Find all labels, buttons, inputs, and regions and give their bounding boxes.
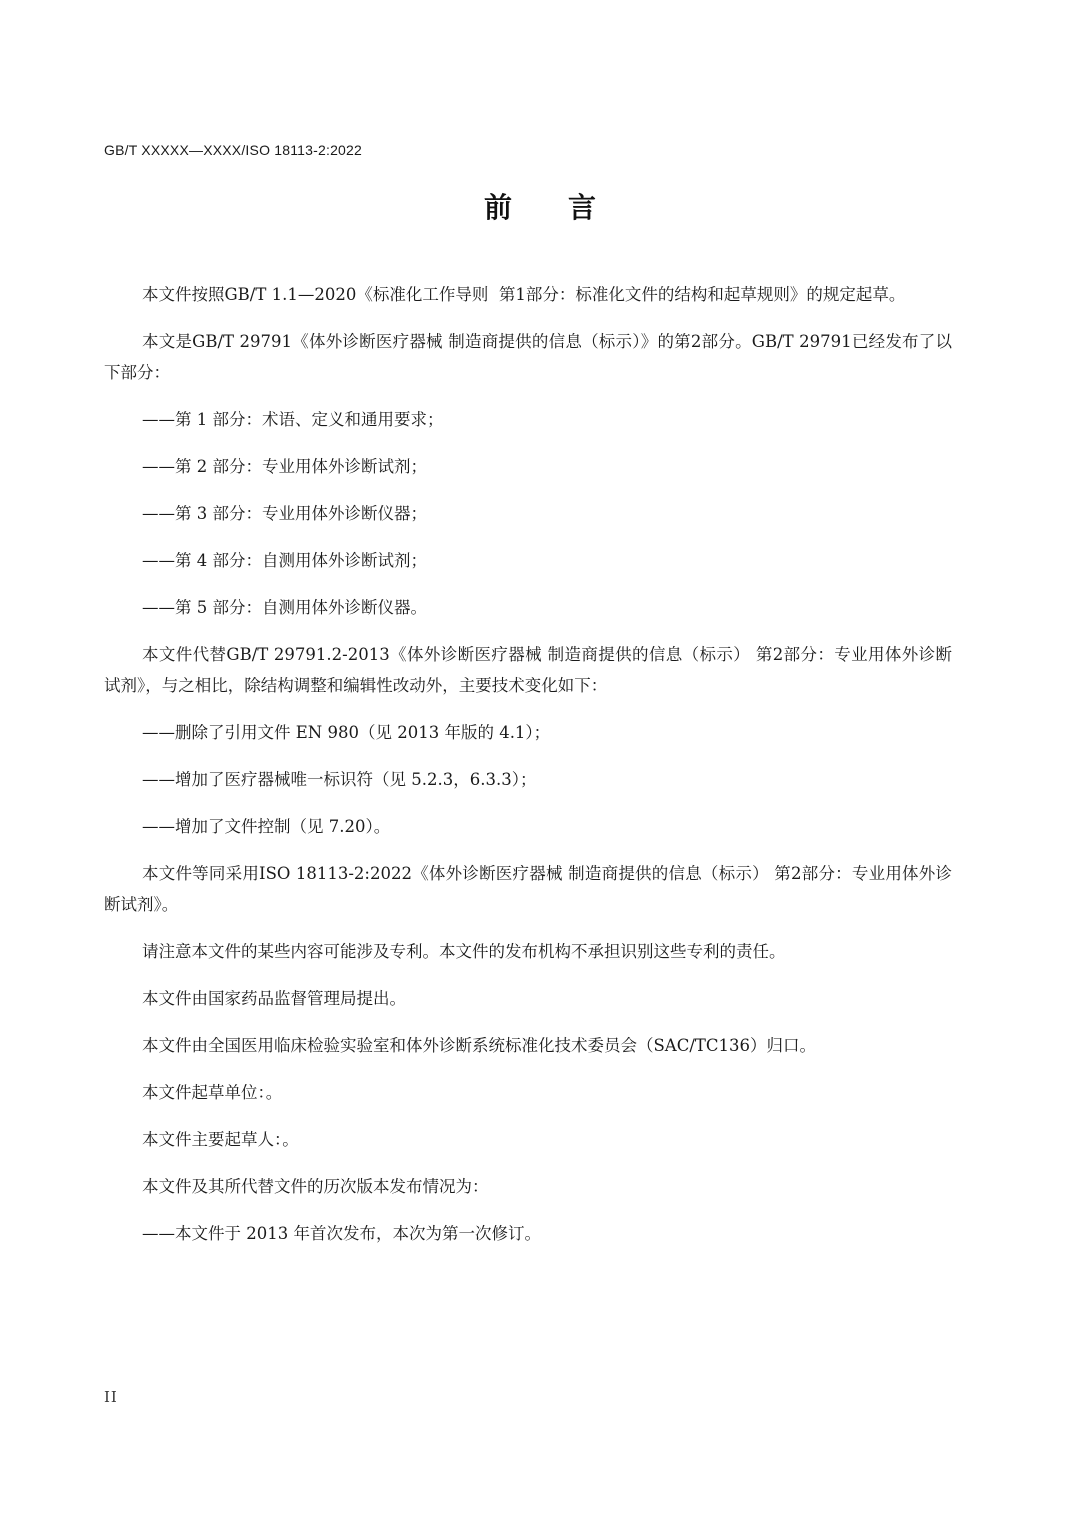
part-list-item-2: ——第 2 部分：专业用体外诊断试剂；: [142, 457, 427, 476]
adoption-paragraph: 本文件等同采用ISO 18113-2:2022《体外诊断医疗器械 制造商提供的信息（标示） 第2部分：专业用体外诊断试剂》。: [104, 864, 952, 914]
drafting-rules-paragraph: 本文件按照GB/T 1.1—2020《标准化工作导则 第1部分：标准化文件的结构和起草规则》的规定起草。: [142, 285, 906, 304]
part-list-item-3: ——第 3 部分：专业用体外诊断仪器；: [142, 504, 427, 523]
drafters-paragraph: 本文件主要起草人：。: [142, 1130, 299, 1149]
document-code: GB/T XXXXX—XXXX/ISO 18113-2:2022: [104, 142, 363, 158]
change-list-item-3: ——增加了文件控制（见 7.20）。: [142, 817, 391, 836]
proposer-paragraph: 本文件由国家药品监督管理局提出。: [142, 989, 406, 1008]
version-history-intro-paragraph: 本文件及其所代替文件的历次版本发布情况为：: [142, 1177, 489, 1196]
change-list-item-1: ——删除了引用文件 EN 980（见 2013 年版的 4.1）；: [142, 723, 551, 742]
committee-paragraph: 本文件由全国医用临床检验实验室和体外诊断系统标准化技术委员会（SAC/TC136）归口。: [142, 1036, 817, 1055]
version-history-item-1: ——本文件于 2013 年首次发布，本次为第一次修订。: [142, 1224, 541, 1243]
series-parts-intro-paragraph: 本文是GB/T 29791《体外诊断医疗器械 制造商提供的信息（标示）》的第2部分。GB/T 29791已经发布了以下部分：: [104, 332, 952, 382]
document-body: [104, 279, 952, 1265]
change-list-item-2: ——增加了医疗器械唯一标识符（见 5.2.3，6.3.3）；: [142, 770, 537, 789]
replacement-paragraph: 本文件代替GB/T 29791.2-2013《体外诊断医疗器械 制造商提供的信息（标示） 第2部分：专业用体外诊断试剂》，与之相比，除结构调整和编辑性改动外，主要技术变化如下：: [104, 645, 952, 695]
patent-notice-paragraph: 请注意本文件的某些内容可能涉及专利。本文件的发布机构不承担识别这些专利的责任。: [142, 942, 786, 961]
part-list-item-4: ——第 4 部分：自测用体外诊断试剂；: [142, 551, 427, 570]
page-number: II: [104, 1388, 118, 1406]
section-title: 前言: [483, 191, 652, 224]
drafting-units-paragraph: 本文件起草单位：。: [142, 1083, 283, 1102]
part-list-item-1: ——第 1 部分：术语、定义和通用要求；: [142, 410, 444, 429]
part-list-item-5: ——第 5 部分：自测用体外诊断仪器。: [142, 598, 427, 617]
